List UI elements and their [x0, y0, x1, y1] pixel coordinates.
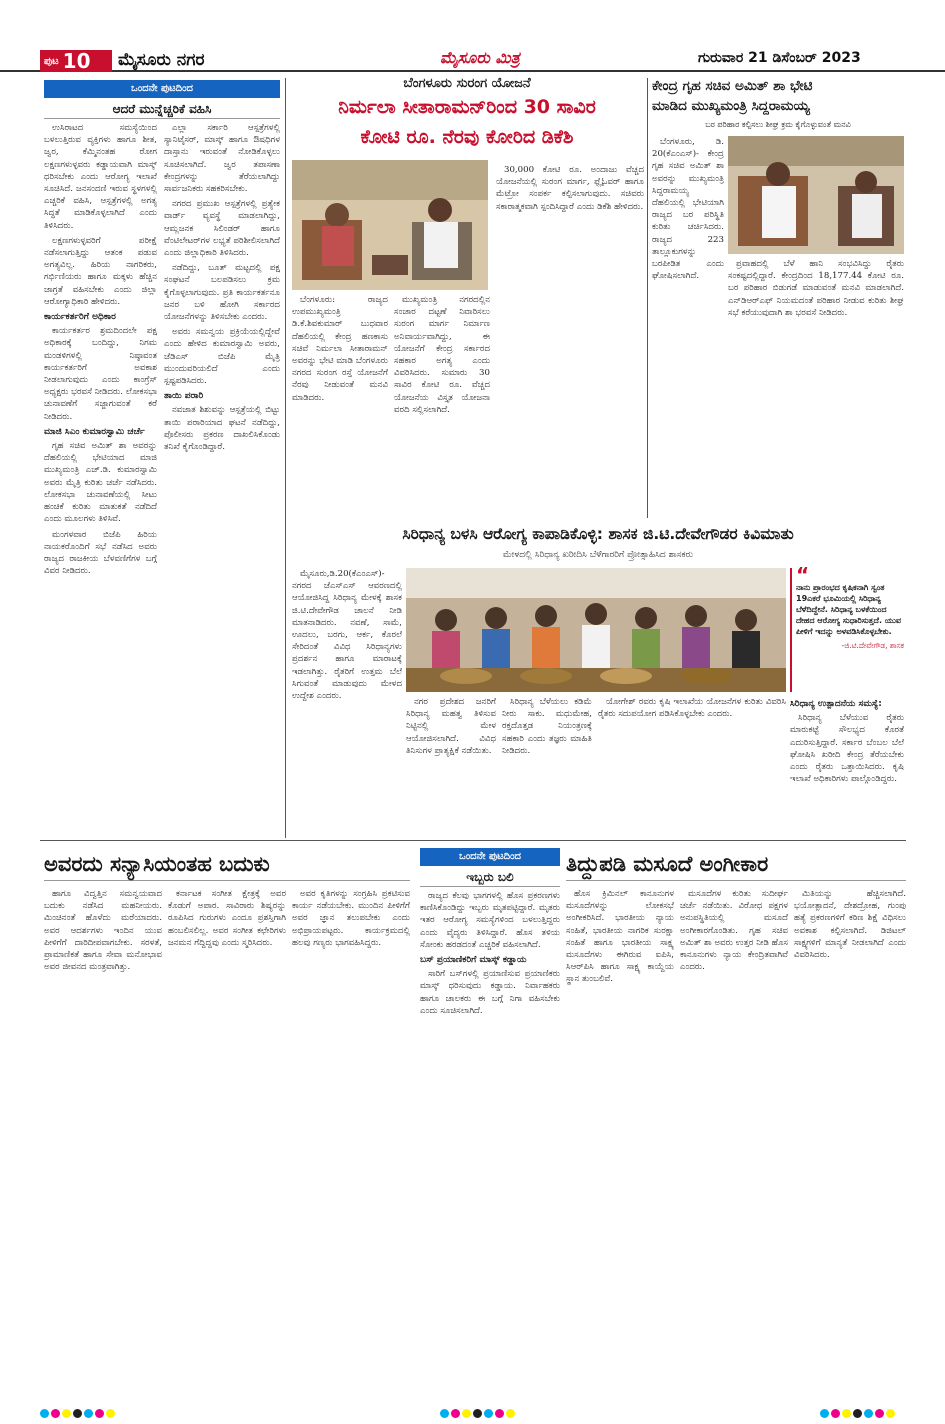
quote-mark-icon: “: [796, 563, 810, 587]
tiddupadi-col1: [566, 888, 674, 1384]
amit-body-2: ಪ್ರವಾಹದಲ್ಲಿ ಬೆಳೆ ಹಾನಿ ಸಂಭವಿಸಿದ್ದು ರೈತರು ಸಂಕಷ್ಟದಲ್ಲಿದ್ದಾರೆ. ಕೇಂದ್ರದಿಂದ 18,177.44 ಕೋಟಿ ರೂ. ಬರ ಪರಿಹಾರ ಬಿಡುಗಡೆ ಮಾಡುವಂತೆ ಮನವಿ ಮಾಡಲಾಗಿದೆ. ಎನ್‌ಡಿಆರ್‌ಎಫ್ ನಿಯಮದಂತೆ ಪರಿಹಾರ ನೀಡುವ ಕುರಿತು ಶೀಘ್ರ ಸಭೆ ಕರೆಯುವುದಾಗಿ ಶಾ ಭರವಸೆ ನೀಡಿದರು.: [728, 259, 904, 318]
siridhanya-mid-col1: [406, 696, 496, 830]
siridhanya-left-body: [292, 568, 402, 830]
subhead-mother: ತಾಯಿ ಪರಾರಿ: [164, 391, 204, 402]
continued-band-ibbaru: ಒಂದನೇ ಪುಟದಿಂದ: [420, 848, 560, 866]
siridhanya-mid-col3: [598, 696, 786, 830]
sanyasi-para-3: ಅವರ ಕೃತಿಗಳನ್ನು ಸಂಗ್ರಹಿಸಿ ಪ್ರಕಟಿಸುವ ಕಾರ್ಯ ನಡೆಯಬೇಕು. ಮುಂದಿನ ಪೀಳಿಗೆಗೆ ಅವರ ಜ್ಞಾನ ತಲುಪಬೇಕು ಎಂದು ಅಭಿಪ್ರಾಯಪಟ್ಟರು. ಕಾರ್ಯಕ್ರಮದಲ್ಲಿ ಹಲವು ಗಣ್ಯರು ಭಾಗವಹಿಸಿದ್ದರು.: [292, 889, 410, 948]
caution-para-2: ಲಕ್ಷಣಗಳುಳ್ಳವರಿಗೆ ಪರೀಕ್ಷೆ ನಡೆಸಲಾಗುತ್ತಿದ್ದು ಆತಂಕ ಪಡುವ ಅಗತ್ಯವಿಲ್ಲ. ಹಿರಿಯ ನಾಗರಿಕರು, ಗರ್ಭಿಣಿಯರು ಹಾಗೂ ಮಕ್ಕಳು ಹೆಚ್ಚಿನ ಜಾಗ್ರತೆ ವಹಿಸಬೇಕು ಎಂದು ಜಿಲ್ಲಾ ಆರೋಗ್ಯಾಧಿಕಾರಿ ಹೇಳಿದರು.: [44, 235, 157, 307]
article-caution-col2: [164, 122, 280, 832]
print-color-bar-right: [820, 1409, 895, 1418]
ibbaru-para-1: ರಾಜ್ಯದ ಕೆಲವು ಭಾಗಗಳಲ್ಲಿ ಹೊಸ ಪ್ರಕರಣಗಳು ಕಾಣಿಸಿಕೊಂಡಿದ್ದು ಇಬ್ಬರು ಮೃತಪಟ್ಟಿದ್ದಾರೆ. ಮೃತರು ಇತರ ಆರೋಗ್ಯ ಸಮಸ್ಯೆಗಳಿಂದ ಬಳಲುತ್ತಿದ್ದರು ಎಂದು ವೈದ್ಯರು ತಿಳಿಸಿದ್ದಾರೆ. ಹೊಸ ತಳಿಯ ಸೋಂಕು ಹರಡದಂತೆ ಎಚ್ಚರಿಕೆ ವಹಿಸಲಾಗಿದೆ.: [420, 891, 560, 950]
nirmala-body-3: 30,000 ಕೋಟಿ ರೂ. ಅಂದಾಜು ವೆಚ್ಚದ ಯೋಜನೆಯಲ್ಲಿ ಸುರಂಗ ಮಾರ್ಗ, ಫ್ಲೈಓವರ್ ಹಾಗೂ ಮೆಟ್ರೋ ಸಂಪರ್ಕ ಕಲ್ಪಿಸಲಾಗುವುದು. ಸಚಿವರು ಸಕಾರಾತ್ಮಕವಾಗಿ ಸ್ಪಂದಿಸಿದ್ದಾರೆ ಎಂದು ಡಿಕೆಶಿ ಹೇಳಿದರು.: [496, 165, 644, 212]
print-color-bar-left: [40, 1409, 115, 1418]
section-name: ಮೈಸೂರು ನಗರ: [118, 50, 205, 70]
amit-headline-2: ಮಾಡಿದ ಮುಖ್ಯಮಂತ್ರಿ ಸಿದ್ದರಾಮಯ್ಯ: [652, 98, 810, 114]
col2-para-3: ನಡೆದಿದ್ದು, ಬೂತ್ ಮಟ್ಟದಲ್ಲಿ ಪಕ್ಷ ಸಂಘಟನೆ ಬಲಪಡಿಸಲು ಕ್ರಮ ಕೈಗೊಳ್ಳಲಾಗುವುದು. ಪ್ರತಿ ಕಾರ್ಯಕರ್ತನೂ ಜನರ ಬಳಿ ಹೋಗಿ ಸರ್ಕಾರದ ಯೋಜನೆಗಳನ್ನು ತಿಳಿಸಬೇಕು ಎಂದರು.: [164, 263, 280, 323]
amit-body-1: ಬೆಂಗಳೂರು, ಡಿ. 20(ಕೆಎಂಎಸ್)- ಕೇಂದ್ರ ಗೃಹ ಸಚಿವ ಅಮಿತ್ ಶಾ ಅವರನ್ನು ಮುಖ್ಯಮಂತ್ರಿ ಸಿದ್ದರಾಮಯ್ಯ ದೆಹಲಿಯಲ್ಲಿ ಭೇಟಿಯಾಗಿ ರಾಜ್ಯದ ಬರ ಪರಿಸ್ಥಿತಿ ಕುರಿತು ಚರ್ಚಿಸಿದರು. ರಾಜ್ಯದ 223 ತಾಲ್ಲೂಕುಗಳನ್ನು ಬರಪೀಡಿತ ಎಂದು ಘೋಷಿಸಲಾಗಿದೆ.: [652, 137, 724, 282]
kumaraswamy-para-1: ಗೃಹ ಸಚಿವ ಅಮಿತ್ ಶಾ ಅವರನ್ನು ದೆಹಲಿಯಲ್ಲಿ ಭೇಟಿಯಾದ ಮಾಜಿ ಮುಖ್ಯಮಂತ್ರಿ ಎಚ್.ಡಿ. ಕುಮಾರಸ್ವಾಮಿ ಅವರು ಮೈತ್ರಿ ಕುರಿತು ಚರ್ಚೆ ನಡೆಸಿದರು. ಲೋಕಸಭಾ ಚುನಾವಣೆಯಲ್ಲಿ ಸೀಟು ಹಂಚಿಕೆ ಕುರಿತು ಮಾತುಕತೆ ನಡೆದಿದೆ ಎಂದು ಮೂಲಗಳು ತಿಳಿಸಿವೆ.: [44, 441, 157, 525]
article-caution-col1: [44, 122, 157, 832]
sanyasi-para-1: ಹಾಗೂ ವಿದ್ವತ್ತಿನ ಸಮನ್ವಯವಾದ ಬದುಕು ನಡೆಸಿದ ಮಹನೀಯರು. ಮಿಂಚಿನಂತೆ ಹೊಳೆದು ಮರೆಯಾದರು. ಅವರ ಆದರ್ಶಗಳು ಇಂದಿನ ಯುವ ಪೀಳಿಗೆಗೆ ದಾರಿದೀಪವಾಗಬೇಕು. ಸರಳತೆ, ಪ್ರಾಮಾಣಿಕತೆ ಹಾಗೂ ಸೇವಾ ಮನೋಭಾವ ಅವರ ಜೀವನದ ಮಂತ್ರವಾಗಿತ್ತು.: [44, 889, 162, 973]
nirmala-body-col1: [292, 294, 388, 510]
nirmala-body-1: ಬೆಂಗಳೂರು: ರಾಜ್ಯದ ಉಪಮುಖ್ಯಮಂತ್ರಿ ಡಿ.ಕೆ.ಶಿವಕುಮಾರ್ ಬುಧವಾರ ದೆಹಲಿಯಲ್ಲಿ ಕೇಂದ್ರ ಹಣಕಾಸು ಸಚಿವೆ ನಿರ್ಮಲಾ ಸೀತಾರಾಮನ್ ಅವರನ್ನು ಭೇಟಿ ಮಾಡಿ ಬೆಂಗಳೂರು ನಗರದ ಸುರಂಗ ರಸ್ತೆ ಯೋಜನೆಗೆ ನೆರವು ನೀಡುವಂತೆ ಮನವಿ ಮಾಡಿದರು.: [292, 295, 388, 403]
sanyasi-headline: ಅವರದು ಸನ್ಯಾಸಿಯಂತಹ ಬದುಕು: [44, 848, 410, 881]
ibbaru-para-2: ಸಾರಿಗೆ ಬಸ್‌ಗಳಲ್ಲಿ ಪ್ರಯಾಣಿಸುವ ಪ್ರಯಾಣಿಕರು ಮಾಸ್ಕ್ ಧರಿಸುವುದು ಕಡ್ಡಾಯ. ನಿರ್ವಾಹಕರು ಹಾಗೂ ಚಾಲಕರು ಈ ಬಗ್ಗೆ ನಿಗಾ ವಹಿಸಬೇಕು ಎಂದು ಸೂಚಿಸಲಾಗಿದೆ.: [420, 969, 560, 1016]
sanyasi-col3: [292, 888, 410, 1384]
masthead: [0, 0, 945, 72]
ibbaru-body: [420, 890, 560, 1384]
siridhanya-mid-2: ಸಿರಿಧಾನ್ಯ ಬೆಳೆಯಲು ಕಡಿಮೆ ನೀರು ಸಾಕು. ಮಧುಮೇಹ, ರಕ್ತದೊತ್ತಡ ನಿಯಂತ್ರಣಕ್ಕೆ ಸಹಕಾರಿ ಎಂದು ತಜ್ಞರು ಮಾಹಿತಿ ನೀಡಿದರು.: [502, 697, 592, 756]
page-label: ಪುಟ: [44, 55, 59, 67]
tiddupadi-col3: [794, 888, 906, 1384]
photo-millet-fair-icon: [406, 568, 786, 692]
nirmala-body-col3: [496, 164, 644, 510]
amit-body-col1: [652, 136, 724, 516]
siridhanya-deck: ಮೇಳದಲ್ಲಿ ಸಿರಿಧಾನ್ಯ ಖರೀದಿಸಿ ಬೆಳೆಗಾರರಿಗೆ ಪ್ರೋತ್ಸಾಹಿಸಿದ ಶಾಸಕರು: [502, 550, 694, 560]
siridhanya-mid-col2: [502, 696, 592, 830]
tiddupadi-para-1: ಹೊಸ ಕ್ರಿಮಿನಲ್ ಕಾನೂನುಗಳ ಮಸೂದೆಗಳನ್ನು ಲೋಕಸಭೆ ಅಂಗೀಕರಿಸಿದೆ. ಭಾರತೀಯ ನ್ಯಾಯ ಸಂಹಿತೆ, ಭಾರತೀಯ ನಾಗರಿಕ ಸುರಕ್ಷಾ ಸಂಹಿತೆ ಹಾಗೂ ಭಾರತೀಯ ಸಾಕ್ಷ್ಯ ಮಸೂದೆಗಳು ಈಗಿರುವ ಐಪಿಸಿ, ಸಿಆರ್‌ಪಿಸಿ ಹಾಗೂ ಸಾಕ್ಷ್ಯ ಕಾಯ್ದೆಯ ಸ್ಥಾನ ತುಂಬಲಿವೆ.: [566, 889, 674, 985]
siridhanya-mid-1: ನಗರ ಪ್ರದೇಶದ ಜನರಿಗೆ ಸಿರಿಧಾನ್ಯ ಮಹತ್ವ ತಿಳಿಸುವ ನಿಟ್ಟಿನಲ್ಲಿ ಮೇಳ ಆಯೋಜಿಸಲಾಗಿದೆ. ವಿವಿಧ ತಿನಿಸುಗಳ ಪ್ರಾತ್ಯಕ್ಷಿಕೆ ನಡೆಯಿತು.: [406, 697, 496, 756]
continued-band-left: ಒಂದನೇ ಪುಟದಿಂದ: [44, 80, 280, 98]
siridhanya-right-subhead: ಸಿರಿಧಾನ್ಯ ಉತ್ಪಾದನೆಯ ಸಮಸ್ಯೆ:: [790, 699, 882, 709]
nirmala-headline-1: ನಿರ್ಮಲಾ ಸೀತಾರಾಮನ್‌ರಿಂದ 30 ಸಾವಿರ: [338, 96, 596, 118]
page-number: 10: [62, 49, 91, 73]
tiddupadi-headline: ತಿದ್ದುಪಡಿ ಮಸೂದೆ ಅಂಗೀಕಾರ: [566, 848, 906, 881]
issue-date: ಗುರುವಾರ 21 ಡಿಸೆಂಬರ್ 2023: [698, 50, 861, 66]
amit-body-col2: [728, 258, 904, 516]
caution-para-1: ಉಸಿರಾಟದ ಸಮಸ್ಯೆಯಿಂದ ಬಳಲುತ್ತಿರುವ ವ್ಯಕ್ತಿಗಳು ಹಾಗೂ ಶೀತ, ಜ್ವರ, ಕೆಮ್ಮಿನಂತಹ ರೋಗ ಲಕ್ಷಣಗಳುಳ್ಳವರು ಕಡ್ಡಾಯವಾಗಿ ಮಾಸ್ಕ್ ಧರಿಸಬೇಕು ಎಂದು ಆರೋಗ್ಯ ಇಲಾಖೆ ಸೂಚಿಸಿದೆ. ಜನಸಂದಣಿ ಇರುವ ಸ್ಥಳಗಳಲ್ಲಿ ಎಚ್ಚರಿಕೆ ವಹಿಸಿ, ಆಸ್ಪತ್ರೆಗಳಲ್ಲಿ ಅಗತ್ಯ ಸಿದ್ಧತೆ ಮಾಡಿಕೊಳ್ಳಲಾಗಿದೆ ಎಂದು ತಿಳಿಸಿದರು.: [44, 123, 157, 231]
nirmala-headline-2: ಕೋಟಿ ರೂ. ನೆರವು ಕೋರಿದ ಡಿಕೆಶಿ: [360, 126, 574, 148]
siridhanya-left-para: ಮೈಸೂರು,ಡಿ.20(ಕೆಎಂಎಸ್)- ನಗರದ ಜೆಎಸ್‌ಎಸ್ ಆವರಣದಲ್ಲಿ ಆಯೋಜಿಸಿದ್ದ ಸಿರಿಧಾನ್ಯ ಮೇಳಕ್ಕೆ ಶಾಸಕ ಜಿ.ಟಿ.ದೇವೇಗೌಡ ಚಾಲನೆ ನೀಡಿ ಮಾತನಾಡಿದರು. ನವಣೆ, ಸಾಮೆ, ಊದಲು, ಬರಗು, ಆರ್ಕ, ಕೊರಲೆ ಸೇರಿದಂತೆ ವಿವಿಧ ಸಿರಿಧಾನ್ಯಗಳು ಪ್ರದರ್ಶನ ಹಾಗೂ ಮಾರಾಟಕ್ಕೆ ಇಡಲಾಗಿತ್ತು. ರೈತರಿಗೆ ಉತ್ತಮ ಬೆಲೆ ಸಿಗುವಂತೆ ಮಾಡುವುದು ಮೇಳದ ಉದ್ದೇಶ ಎಂದರು.: [292, 569, 402, 702]
amit-headline-1: ಕೇಂದ್ರ ಗೃಹ ಸಚಿವ ಅಮಿತ್ ಶಾ ಭೇಟಿ: [652, 78, 813, 94]
photo-meeting-cm-icon: [728, 136, 904, 254]
siridhanya-right-para: ಸಿರಿಧಾನ್ಯ ಬೆಳೆಯುವ ರೈತರು ಮಾರುಕಟ್ಟೆ ಸೌಲಭ್ಯದ ಕೊರತೆ ಎದುರಿಸುತ್ತಿದ್ದಾರೆ. ಸರ್ಕಾರ ಬೆಂಬಲ ಬೆಲೆ ಘೋಷಿಸಿ ಖರೀದಿ ಕೇಂದ್ರ ತೆರೆಯಬೇಕು ಎಂದು ರೈತರು ಒತ್ತಾಯಿಸಿದರು. ಕೃಷಿ ಇಲಾಖೆ ಅಧಿಕಾರಿಗಳು ಪಾಲ್ಗೊಂಡಿದ್ದರು.: [790, 713, 904, 785]
divider-left: [285, 78, 286, 838]
tiddupadi-para-3: ಮಿತಿಯನ್ನು ಹೆಚ್ಚಿಸಲಾಗಿದೆ. ಭಯೋತ್ಪಾದನೆ, ದೇಶದ್ರೋಹ, ಗುಂಪು ಹತ್ಯೆ ಪ್ರಕರಣಗಳಿಗೆ ಕಠಿಣ ಶಿಕ್ಷೆ ವಿಧಿಸಲು ಅವಕಾಶ ಕಲ್ಪಿಸಲಾಗಿದೆ. ಡಿಜಿಟಲ್ ಸಾಕ್ಷ್ಯಗಳಿಗೆ ಮಾನ್ಯತೆ ನೀಡಲಾಗಿದೆ ಎಂದು ವಿವರಿಸಿದರು.: [794, 889, 906, 961]
divider-lower: [40, 840, 906, 841]
col2-para-2: ನಗರದ ಪ್ರಮುಖ ಆಸ್ಪತ್ರೆಗಳಲ್ಲಿ ಪ್ರತ್ಯೇಕ ವಾರ್ಡ್ ವ್ಯವಸ್ಥೆ ಮಾಡಲಾಗಿದ್ದು, ಆಮ್ಲಜನಕ ಸಿಲಿಂಡರ್ ಹಾಗೂ ವೆಂಟಿಲೇಟರ್‌ಗಳ ಲಭ್ಯತೆ ಪರಿಶೀಲಿಸಲಾಗಿದೆ ಎಂದು ಜಿಲ್ಲಾಧಿಕಾರಿ ತಿಳಿಸಿದರು.: [164, 199, 280, 259]
tiddupadi-para-2: ಮಸೂದೆಗಳ ಕುರಿತು ಸುದೀರ್ಘ ಚರ್ಚೆ ನಡೆಯಿತು. ವಿರೋಧ ಪಕ್ಷಗಳ ಅನುಪಸ್ಥಿತಿಯಲ್ಲಿ ಮಸೂದೆ ಅಂಗೀಕಾರಗೊಂಡಿತು. ಗೃಹ ಸಚಿವ ಅಮಿತ್ ಶಾ ಅವರು ಉತ್ತರ ನೀಡಿ ಹೊಸ ಕಾನೂನುಗಳು ನ್ಯಾಯ ಕೇಂದ್ರಿತವಾಗಿವೆ ಎಂದರು.: [680, 889, 788, 973]
nirmala-body-2: ಮುಖ್ಯಮಂತ್ರಿ ನಗರದಲ್ಲಿನ ಸಂಚಾರ ದಟ್ಟಣೆ ನಿವಾರಿಸಲು ಸುರಂಗ ಮಾರ್ಗ ನಿರ್ಮಾಣ ಅನಿವಾರ್ಯವಾಗಿದ್ದು, ಈ ಯೋಜನೆಗೆ ಕೇಂದ್ರ ಸರ್ಕಾರದ ಸಹಕಾರ ಅಗತ್ಯ ಎಂದು ವಿವರಿಸಿದರು. ಸುಮಾರು 30 ಸಾವಿರ ಕೋಟಿ ರೂ. ವೆಚ್ಚದ ಯೋಜನೆಯ ವಿಸ್ತೃತ ಯೋಜನಾ ವರದಿ ಸಲ್ಲಿಸಲಾಗಿದೆ.: [394, 295, 490, 415]
nirmala-body-col2: [394, 294, 490, 510]
ibbaru-subhead-bus: ಬಸ್ ಪ್ರಯಾಣಿಕರಿಗೆ ಮಾಸ್ಕ್ ಕಡ್ಡಾಯ: [420, 955, 527, 966]
headline-caution: ಆದರೆ ಮುನ್ನೆಚ್ಚರಿಕೆ ವಹಿಸಿ: [44, 100, 280, 119]
photo-siridhanya-mela: [406, 568, 786, 692]
nirmala-kicker: ಬೆಂಗಳೂರು ಸುರಂಗ ಯೋಜನೆ: [403, 76, 531, 91]
sanyasi-col1: [44, 888, 162, 1384]
amit-deck: ಬರ ಪರಿಹಾರ ಕಲ್ಪಿಸಲು ಶೀಘ್ರ ಕ್ರಮ ಕೈಗೊಳ್ಳುವಂತೆ ಮನವಿ: [705, 120, 851, 129]
photo-amit-siddaramaiah: [728, 136, 904, 254]
sanyasi-para-2: ಕರ್ನಾಟಕ ಸಂಗೀತ ಕ್ಷೇತ್ರಕ್ಕೆ ಅವರ ಕೊಡುಗೆ ಅಪಾರ. ಸಾವಿರಾರು ಶಿಷ್ಯರನ್ನು ರೂಪಿಸಿದ ಗುರುಗಳು ಎಂದೂ ಪ್ರಶಸ್ತಿಗಾಗಿ ಹಂಬಲಿಸಲಿಲ್ಲ. ಅವರ ಸಂಗೀತ ಕಛೇರಿಗಳು ಜನಮನ ಗೆದ್ದಿದ್ದವು ಎಂದು ಸ್ಮರಿಸಿದರು.: [168, 889, 286, 948]
print-color-bar-center: [440, 1409, 515, 1418]
col2-para-4: ಅವರು ಸಮನ್ವಯ ಪ್ರಕ್ರಿಯೆಯಲ್ಲಿದ್ದೇವೆ ಎಂದು ಹೇಳಿದ ಕುಮಾರಸ್ವಾಮಿ ಅವರು, ಜೆಡಿಎಸ್ ಬಿಜೆಪಿ ಮೈತ್ರಿ ಮುಂದುವರಿಯಲಿದೆ ಎಂದು ಸ್ಪಷ್ಟಪಡಿಸಿದರು.: [164, 327, 280, 387]
col2-para-1: ಎಲ್ಲಾ ಸರ್ಕಾರಿ ಆಸ್ಪತ್ರೆಗಳಲ್ಲಿ ಸ್ಯಾನಿಟೈಸರ್, ಮಾಸ್ಕ್ ಹಾಗೂ ಔಷಧಿಗಳ ದಾಸ್ತಾನು ಇರುವಂತೆ ನೋಡಿಕೊಳ್ಳಲು ಸೂಚಿಸಲಾಗಿದೆ. ಜ್ವರ ತಪಾಸಣಾ ಕೇಂದ್ರಗಳನ್ನು ತೆರೆಯಲಾಗಿದ್ದು ಸಾರ್ವಜನಿಕರು ಸಹಕರಿಸಬೇಕು.: [164, 123, 280, 195]
siridhanya-headline: ಸಿರಿಧಾನ್ಯ ಬಳಸಿ ಆರೋಗ್ಯ ಕಾಪಾಡಿಕೊಳ್ಳಿ: ಶಾಸಕ ಜಿ.ಟಿ.ದೇವೇಗೌಡರ ಕಿವಿಮಾತು: [402, 525, 794, 543]
subhead-workers: ಕಾರ್ಯಕರ್ತರಿಗೆ ಅಧಿಕಾರ: [44, 312, 116, 323]
siridhanya-quote-box: [790, 563, 904, 692]
page-number-box: [40, 50, 112, 72]
mother-para: ನವಜಾತ ಶಿಶುವನ್ನು ಆಸ್ಪತ್ರೆಯಲ್ಲಿ ಬಿಟ್ಟು ತಾಯಿ ಪರಾರಿಯಾದ ಘಟನೆ ನಡೆದಿದ್ದು, ಪೊಲೀಸರು ಪ್ರಕರಣ ದಾಖಲಿಸಿಕೊಂಡು ತನಿಖೆ ಕೈಗೊಂಡಿದ್ದಾರೆ.: [164, 405, 280, 453]
workers-para: ಕಾರ್ಯಕರ್ತರ ಶ್ರಮದಿಂದಲೇ ಪಕ್ಷ ಅಧಿಕಾರಕ್ಕೆ ಬಂದಿದ್ದು, ನಿಗಮ ಮಂಡಳಿಗಳಲ್ಲಿ ನಿಷ್ಠಾವಂತ ಕಾರ್ಯಕರ್ತರಿಗೆ ಅವಕಾಶ ನೀಡಲಾಗುವುದು ಎಂದು ಕಾಂಗ್ರೆಸ್ ಅಧ್ಯಕ್ಷರು ಭರವಸೆ ನೀಡಿದರು. ಲೋಕಸಭಾ ಚುನಾವಣೆಗೆ ಸಜ್ಜಾಗುವಂತೆ ಕರೆ ನೀಡಿದರು.: [44, 326, 157, 422]
divider-mid: [647, 78, 648, 518]
photo-nirmala-dkshi: [292, 160, 488, 290]
photo-meeting-icon: [292, 160, 488, 290]
siridhanya-quote-by: -ಜಿ.ಟಿ.ದೇವೇಗೌಡ, ಶಾಸಕ: [841, 641, 904, 650]
siridhanya-right-col: [790, 696, 904, 830]
paper-name: ಮೈಸೂರು ಮಿತ್ರ: [440, 48, 520, 67]
siridhanya-mid-3: ಯೋಗೇಶ್ ರವರು ಕೃಷಿ ಇಲಾಖೆಯ ಯೋಜನೆಗಳ ಕುರಿತು ವಿವರಿಸಿ ರೈತರು ಸದುಪಯೋಗ ಪಡಿಸಿಕೊಳ್ಳಬೇಕು ಎಂದರು.: [598, 697, 786, 720]
kumaraswamy-para-2: ಮಂಗಳವಾರ ಬಿಜೆಪಿ ಹಿರಿಯ ನಾಯಕರೊಂದಿಗೆ ಸಭೆ ನಡೆಸಿದ ಅವರು ರಾಜ್ಯದ ರಾಜಕೀಯ ಬೆಳವಣಿಗೆಗಳ ಬಗ್ಗೆ ವಿವರ ನೀಡಿದರು.: [44, 529, 157, 577]
tiddupadi-col2: [680, 888, 788, 1384]
subhead-kumaraswamy: ಮಾಜಿ ಸಿಎಂ ಕುಮಾರಸ್ವಾಮಿ ಚರ್ಚೆ: [44, 426, 145, 437]
siridhanya-quote: ನಾನು ಪ್ರಾರಂಭದ ಕೃಷಿಕನಾಗಿ ಸ್ವಂತ 19ಎಕರೆ ಭೂಮಿಯಲ್ಲಿ ಸಿರಿಧಾನ್ಯ ಬೆಳೆದಿದ್ದೇನೆ. ಸಿರಿಧಾನ್ಯ ಬಳಕೆಯಿಂದ ದೇಹದ ಆರೋಗ್ಯ ಸುಧಾರಿಸುತ್ತದೆ. ಯುವ ಪೀಳಿಗೆ ಇದನ್ನು ಅಳವಡಿಸಿಕೊಳ್ಳಬೇಕು.: [796, 583, 902, 636]
ibbaru-headline: ಇಬ್ಬರು ಬಲಿ: [420, 868, 560, 887]
sanyasi-col2: [168, 888, 286, 1384]
